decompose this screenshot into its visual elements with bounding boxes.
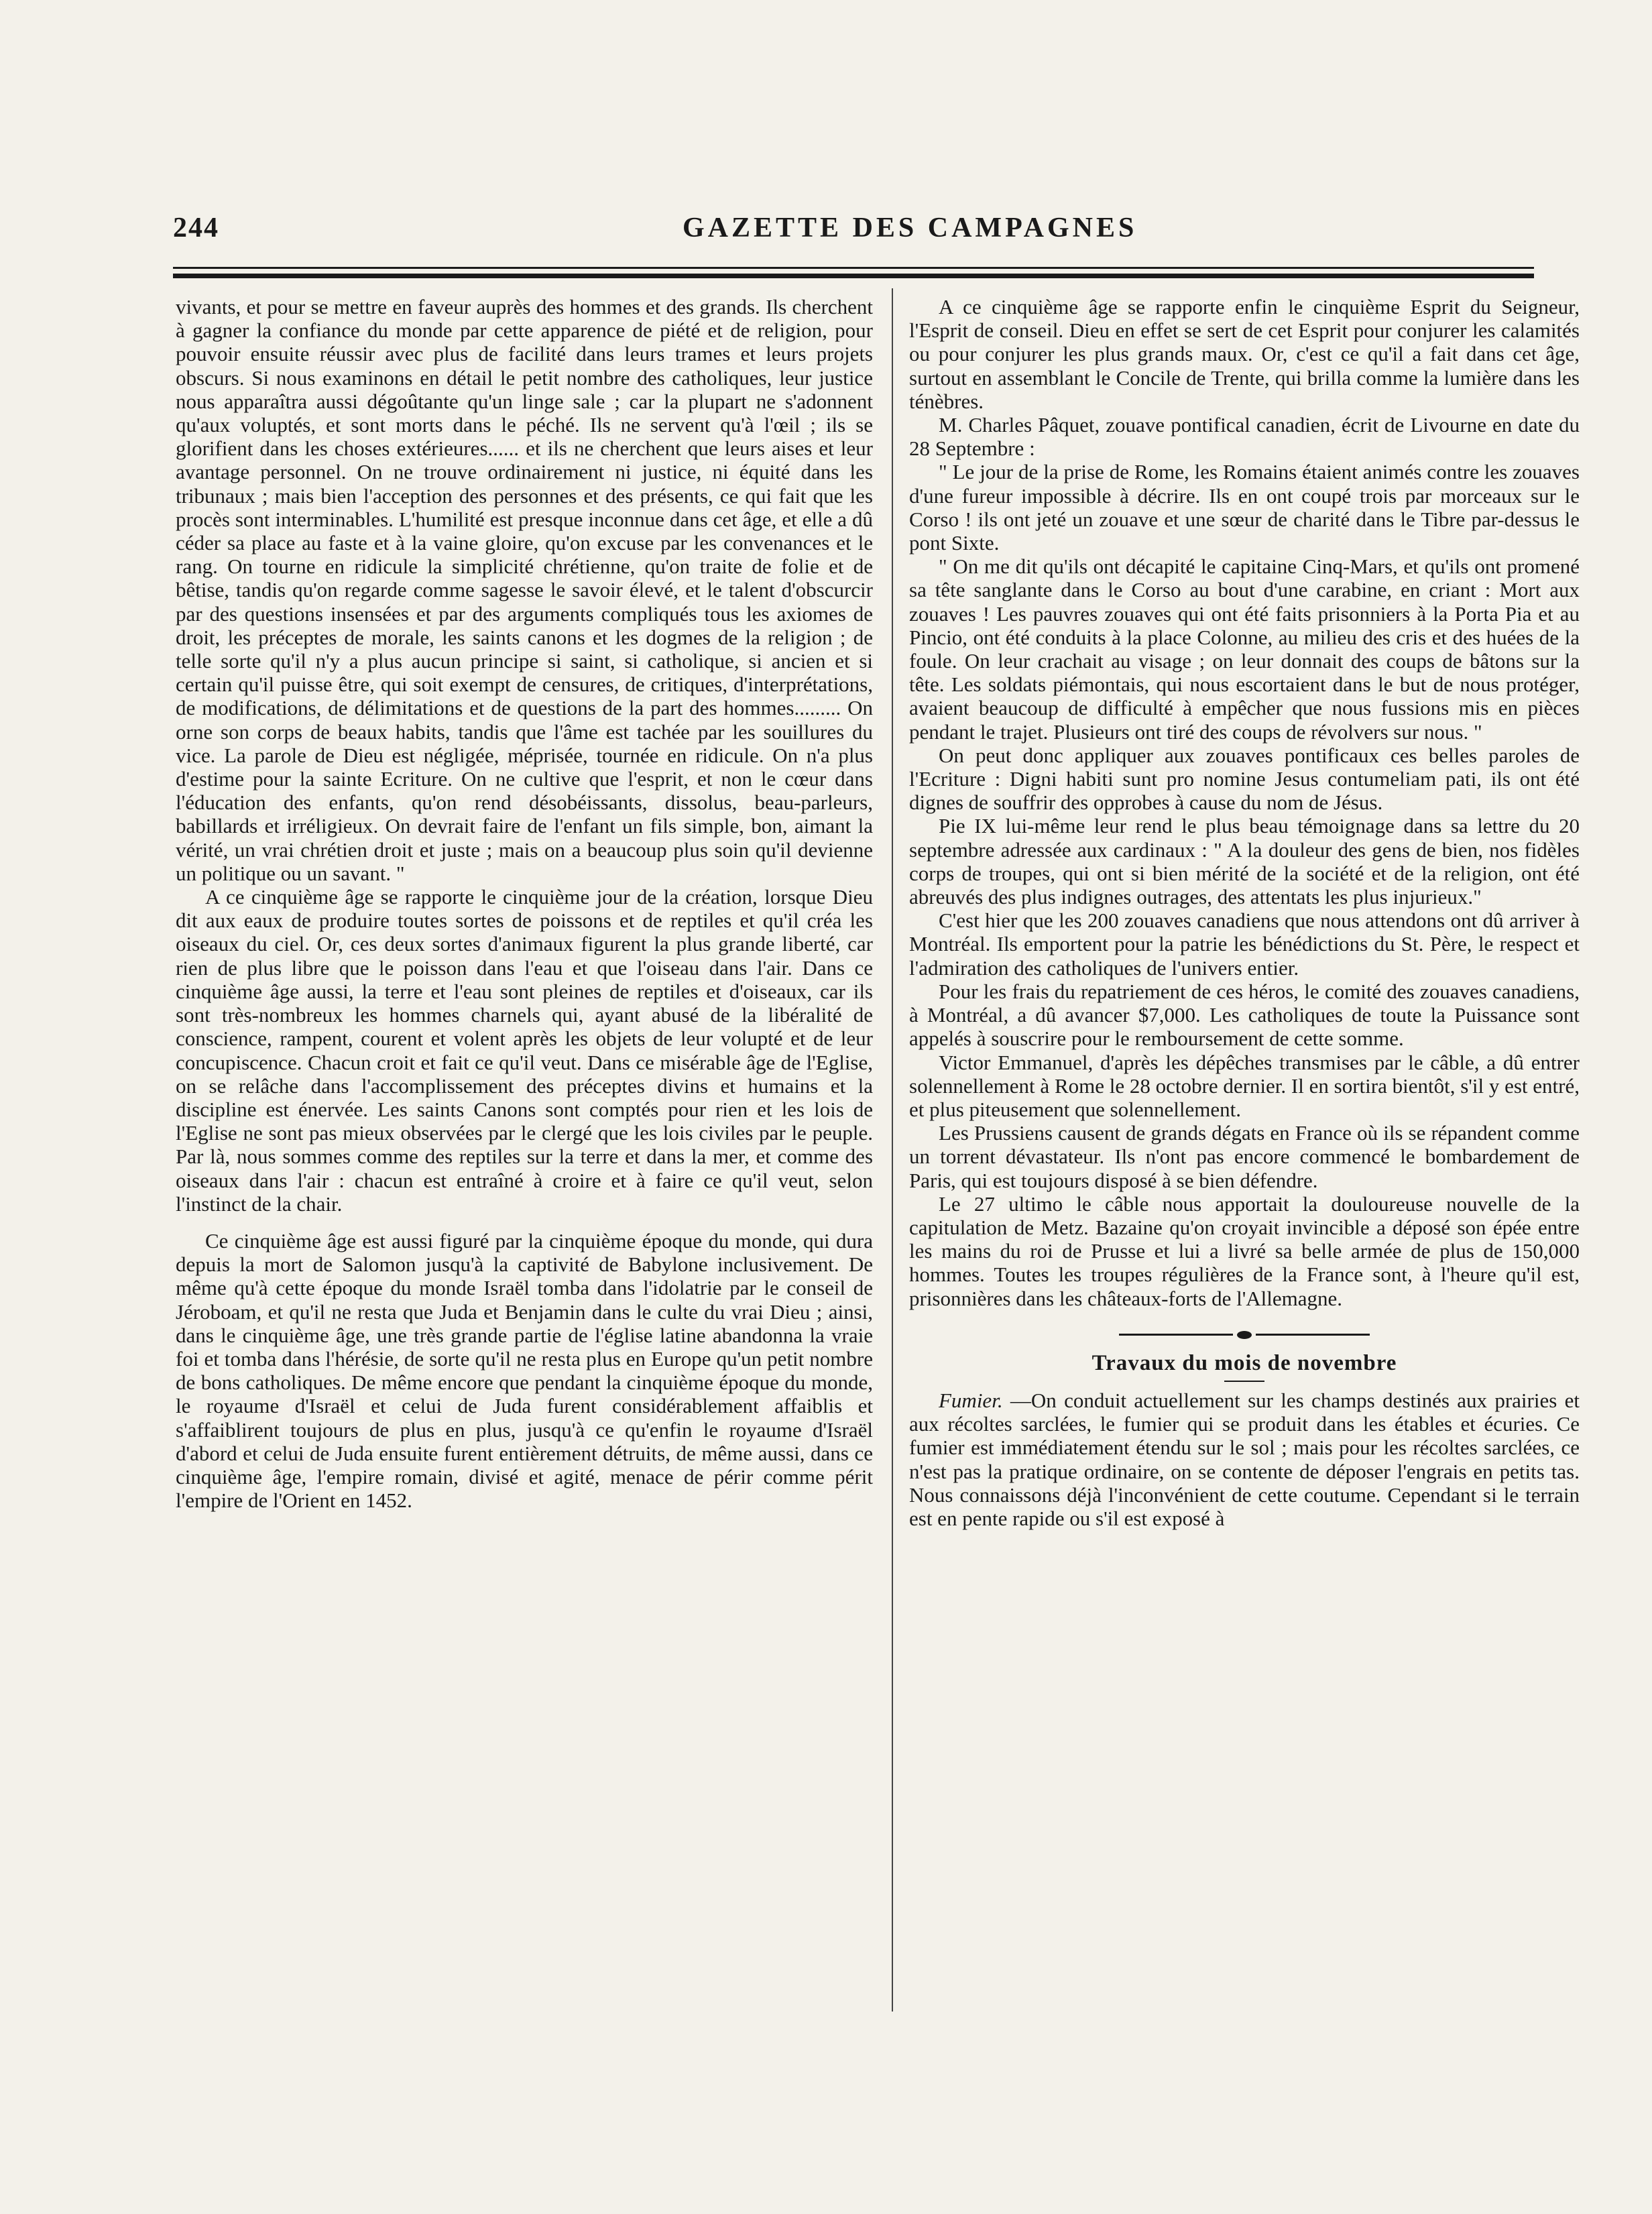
section-ornament bbox=[909, 1328, 1580, 1342]
right-paragraph-7: C'est hier que les 200 zouaves canadiens que nous attendons ont dû arriver à Montréal. Ils emportent pour la patrie les bénédictions du St. Père, le respect et l'admiration des catholiques de l'univers entier. bbox=[909, 909, 1580, 980]
section-title-rule bbox=[1224, 1381, 1264, 1382]
header-rule-thick bbox=[173, 274, 1534, 278]
right-paragraph-12 bbox=[909, 1389, 1580, 1530]
paragraph-body: —On conduit actuellement sur les champs destinés aux prairies et aux récoltes sarclées, le fumier qui se produit dans les étables et écuries. Ce fumier est immédiatement étendu sur le sol ; mais pour les récoltes sarclées, ce n'est pas la pratique ordinaire, on se contente de déposer l'engrais en petits tas. Nous connaissons déjà l'inconvénient de cette coutume. Cependant si le terrain est en pente rapide ou s'il est exposé à bbox=[909, 1388, 1580, 1530]
left-column bbox=[176, 295, 873, 1512]
ornament-center bbox=[1237, 1331, 1252, 1339]
right-paragraph-9: Victor Emmanuel, d'après les dépêches transmises par le câble, a dû entrer solennellement à Rome le 28 octobre dernier. Il en sortira bientôt, s'il y est entré, et plus piteusement que solennellement. bbox=[909, 1050, 1580, 1121]
page-number: 244 bbox=[173, 213, 219, 243]
right-paragraph-1: A ce cinquième âge se rapporte enfin le cinquième Esprit du Seigneur, l'Esprit de conseil. Dieu en effet se sert de cet Esprit pour conjurer les calamités ou pour conjurer les plus grands maux. Or, c'est ce qu'il a fait dans cet âge, surtout en assemblant le Concile de Trente, qui brilla comme la lumière dans les ténèbres. bbox=[909, 295, 1580, 413]
left-paragraph-1: vivants, et pour se mettre en faveur auprès des hommes et des grands. Ils cherchent à gagner la confiance du monde par cette apparence de piété et de religion, pour pouvoir ensuite réussir avec plus de facilité dans leurs trames et leurs projets obscurs. Si nous examinons en détail le petit nombre des catholiques, leur justice nous apparaîtra aussi dégoûtante qu'un linge sale ; car la plupart ne s'adonnent qu'aux voluptés, et sont morts dans le péché. Ils ne servent qu'à l'œil ; ils se glorifient dans les choses extérieures...... et ils ne cherchent que leurs aises et leur avantage personnel. On ne trouve ordinairement ni justice, ni équité dans les tribunaux ; mais bien l'acception des personnes et des présents, ce qui fait que les procès sont interminables. L'humilité est presque inconnue dans cet âge, et elle a dû céder sa place au faste et à la vaine gloire, qu'on excuse par les convenances et le rang. On tourne en ridicule la simplicité chrétienne, qu'on traite de folie et de bêtise, tandis qu'on regarde comme sagesse le savoir élevé, et le talent d'obscurcir par des questions insensées et par des arguments compliqués tous les axiomes de droit, les préceptes de morale, les saints canons et les dogmes de la religion ; de telle sorte qu'il n'y a plus aucun principe si saint, si catholique, si ancien et si certain qu'il puisse être, qui soit exempt de censures, de critiques, d'interprétations, de modifications, de délimitations et de questions de la part des hommes......... On orne son corps de beaux habits, tandis que l'âme est tachée par les souillures du vice. La parole de Dieu est négligée, méprisée, tournée en ridicule. On n'a plus d'estime pour la sainte Ecriture. On ne cultive que l'esprit, et non le cœur dans l'éducation des enfants, qu'on rend désobéissants, dissolus, beau-parleurs, babillards et irréligieux. On devrait faire de l'enfant un fils simple, bon, aimant la vérité, un vrai chrétien droit et juste ; mais on a beaucoup plus soin qu'il devienne un politique ou un savant. " bbox=[176, 295, 873, 885]
right-paragraph-6: Pie IX lui-même leur rend le plus beau témoignage dans sa lettre du 20 septembre adressée aux cardinaux : " A la douleur des gens de bien, nos fidèles corps de troupes, qui ont si bien mérité de la société et de la religion, ont été abreuvés des plus indignes outrages, des attentats les plus injurieux." bbox=[909, 814, 1580, 909]
left-paragraph-2: A ce cinquième âge se rapporte le cinquième jour de la création, lorsque Dieu dit aux eaux de produire toutes sortes de poissons et de reptiles et qu'il créa les oiseaux du ciel. Or, ces deux sortes d'animaux figurent la plus grande liberté, car rien de plus libre que le poisson dans l'eau et que l'oiseau dans l'air. Dans ce cinquième âge aussi, la terre et l'eau sont pleines de reptiles et d'oiseaux, car ils sont très-nombreux les hommes charnels qui, ayant abusé de la libéralité de conscience, rampent, courent et volent après les objets de leur volupté et de leur concupiscence. Chacun croit et fait ce qu'il veut. Dans ce misérable âge de l'Eglise, on se relâche dans l'accomplissement des préceptes divins et humains et la discipline est énervée. Les saints Canons sont comptés pour rien et les lois de l'Eglise ne sont pas mieux observées par le clergé que les lois civiles par le peuple. Par là, nous sommes comme des reptiles sur la terre et dans la mer, et comme des oiseaux dans l'air : chacun est entraîné à croire et à faire ce qu'il veut, selon l'instinct de la chair. bbox=[176, 885, 873, 1216]
right-paragraph-11: Le 27 ultimo le câble nous apportait la douloureuse nouvelle de la capitulation de Metz. Bazaine qu'on croyait invincible a déposé son épée entre les mains du roi de Prusse et lui a livré sa belle armée de plus de 150,000 hommes. Toutes les troupes régulières de la France sont, à l'heure qu'il est, prisonnières dans les châteaux-forts de l'Allemagne. bbox=[909, 1191, 1580, 1310]
right-column bbox=[909, 295, 1580, 1530]
right-paragraph-10: Les Prussiens causent de grands dégats en France où ils se répandent comme un torrent dévastateur. Ils n'ont pas encore commencé le bombardement de Paris, qui est toujours disposé à se bien défendre. bbox=[909, 1121, 1580, 1192]
page-header bbox=[173, 212, 1534, 252]
right-paragraph-2: M. Charles Pâquet, zouave pontifical canadien, écrit de Livourne en date du 28 Septembre : bbox=[909, 413, 1580, 461]
right-paragraph-4: " On me dit qu'ils ont décapité le capitaine Cinq-Mars, et qu'ils ont promené sa tête sanglante dans le Corso au bout d'une carabine, en criant : Mort aux zouaves ! Les pauvres zouaves qui ont été faits prisonniers à la Porta Pia et au Pincio, ont été conduits à la place Colonne, au milieu des cris et des huées de la foule. On leur crachait au visage ; on leur donnait des coups de bâtons sur la tête. Les soldats piémontais, qui nous escortaient dans le but de nous protéger, avaient beaucoup de difficulté à empêcher que nous fussions mis en pièces pendant le trajet. Plusieurs ont tiré des coups de révolvers sur nous. " bbox=[909, 555, 1580, 744]
right-paragraph-3: " Le jour de la prise de Rome, les Romains étaient animés contre les zouaves d'une fureur impossible à décrire. Ils en ont coupé trois par morceaux sur le Corso ! ils ont jeté un zouave et une sœur de charité dans le Tibre par-dessus le pont Sixte. bbox=[909, 460, 1580, 555]
ornament-line-left bbox=[1119, 1334, 1233, 1336]
header-rule-thin bbox=[173, 267, 1534, 269]
ornament-line-right bbox=[1256, 1334, 1370, 1336]
running-title: GAZETTE DES CAMPAGNES bbox=[683, 213, 1138, 243]
left-paragraph-3: Ce cinquième âge est aussi figuré par la cinquième époque du monde, qui dura depuis la mort de Salomon jusqu'à la captivité de Babylone inclusivement. De même qu'à cette époque du monde Israël tomba dans l'idolatrie par le conseil de Jéroboam, et qu'il ne resta que Juda et Benjamin dans le culte du vrai Dieu ; ainsi, dans le cinquième âge, une très grande partie de l'église latine abandonna la vraie foi et tomba dans l'hérésie, de sorte qu'il ne resta plus en Europe qu'un petit nombre de bons catholiques. De même encore que pendant la cinquième époque du monde, le royaume d'Israël et celui de Juda furent considérablement affaiblis et s'affaiblirent toujours de plus en plus, jusqu'à ce qu'enfin le royaume d'Israël d'abord et celui de Juda ensuite furent entièrement détruits, de même aussi, dans ce cinquième âge, l'empire romain, divisé et agité, menace de périr comme périt l'empire de l'Orient en 1452. bbox=[176, 1228, 873, 1513]
column-divider bbox=[892, 288, 893, 2012]
section-title: Travaux du mois de novembre bbox=[1092, 1350, 1397, 1375]
right-paragraph-8: Pour les frais du repatriement de ces héros, le comité des zouaves canadiens, à Montréal, a dû avancer $7,000. Les catholiques de toute la Puissance sont appelés à souscrire pour le remboursement de cette somme. bbox=[909, 979, 1580, 1051]
right-paragraph-5: On peut donc appliquer aux zouaves pontificaux ces belles paroles de l'Ecriture : Digni habiti sunt pro nomine Jesus contumeliam pati, ils ont été dignes de souffrir des opprobes à cause du nom de Jésus. bbox=[909, 743, 1580, 815]
paragraph-lead-word: Fumier. bbox=[939, 1388, 1003, 1412]
